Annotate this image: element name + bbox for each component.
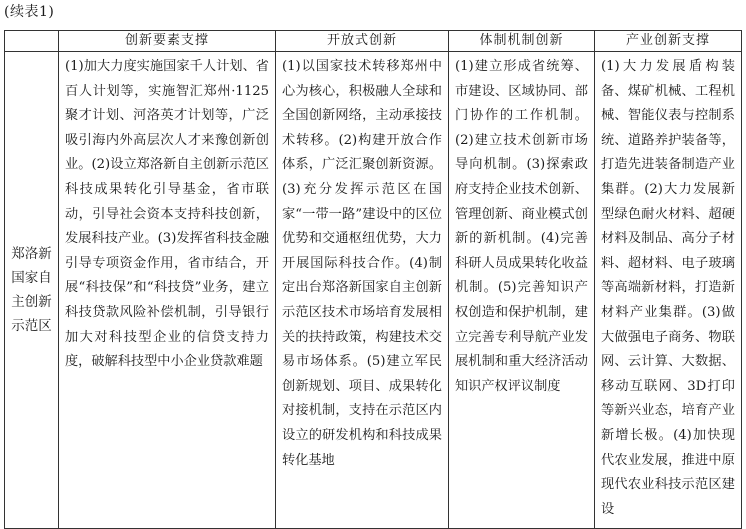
header-row [5, 31, 742, 52]
innovation-factor-support-cell: (1)加大力度实施国家千人计划、省百人计划等，实施智汇郑州·1125聚才计划、河洛英才计划等，广泛吸引海内外高层次人才来豫创新创业。(2)设立郑洛新自主创新示范区科技成果转化引导基金，省市联动，引导社会资本支持科技创新，发展科技产业。(3)发挥省科技金融引导专项资金作用，省市结合，开展“科技保”和“科技贷”业务，建立科技贷款风险补偿机制，引导银行加大对科技型企业的信贷支持力度，破解科技型中小企业贷款难题 [59, 52, 276, 529]
header-cell-region [5, 31, 59, 52]
header-cell-open-innovation: 开放式创新 [276, 31, 449, 52]
industrial-innovation-support-cell: (1)大力发展盾构装备、煤矿机械、工程机械、智能仪表与控制系统、道路养护装备等，打造先进装备制造产业集群。(2)大力发展新型绿色耐火材料、超硬材料及制品、高分子材料、超材料、电子玻璃等高端新材料，打造新材料产业集群。(3)做大做强电子商务、物联网、云计算、大数据、移动互联网、3D打印等新兴业态，培育产业新增长极。(4)加快现代农业发展，推进中原现代农业科技示范区建设 [595, 52, 742, 529]
table-row [5, 52, 742, 529]
region-cell: 郑洛新国家自主创新示范区 [5, 52, 59, 529]
institutional-innovation-cell: (1)建立形成省统筹、市建设、区域协同、部门协作的工作机制。(2)建立技术创新市场导向机制。(3)探索政府支持企业技术创新、管理创新、商业模式创新的新机制。(4)完善科研人员成果转化收益机制。(5)完善知识产权创造和保护机制，建立完善专利导航产业发展机制和重大经济活动知识产权评议制度 [449, 52, 595, 529]
innovation-measures-table [4, 30, 742, 529]
header-cell-institutional-innovation: 体制机制创新 [449, 31, 595, 52]
header-cell-industrial-innovation-support: 产业创新支撑 [595, 31, 742, 52]
table-caption: (续表1) [4, 4, 55, 20]
header-cell-innovation-factor-support: 创新要素支撑 [59, 31, 276, 52]
open-innovation-cell: (1)以国家技术转移郑州中心为核心，积极融人全球和全国创新网络，主动承接技术转移。(2)构建开放合作体系，广泛汇聚创新资源。(3)充分发挥示范区在国家“一带一路”建设中的区位优势和交通枢纽优势，大力开展国际科技合作。(4)制定出台郑洛新国家自主创新示范区技术市场培育发展相关的扶持政策，构建技术交易市场体系。(5)建立军民创新规划、项目、成果转化对接机制，支持在示范区内设立的研发机构和科技成果转化基地 [276, 52, 449, 529]
